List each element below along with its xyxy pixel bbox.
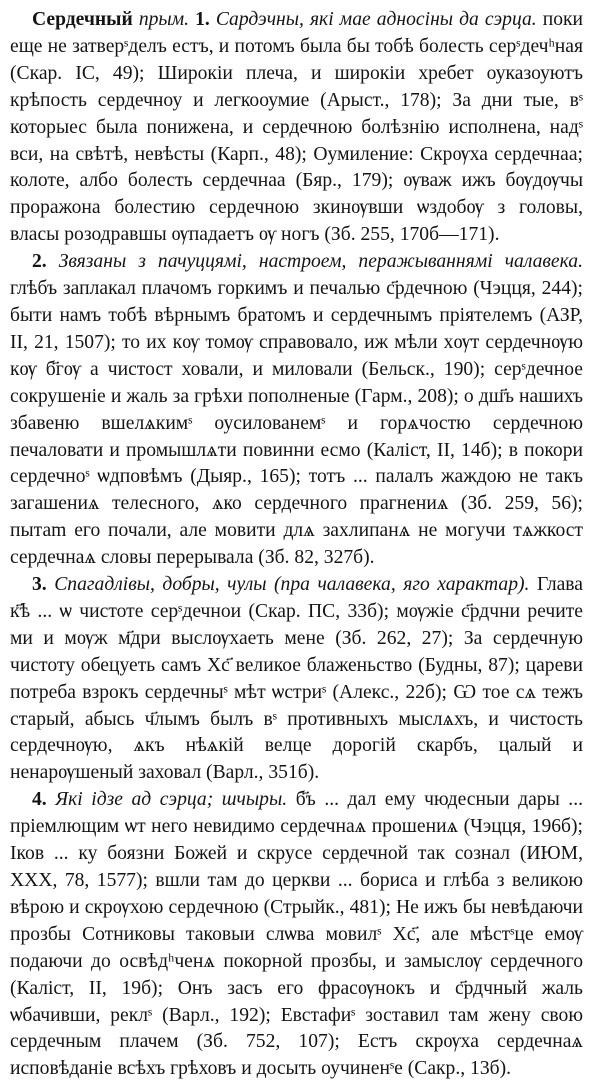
sense-citations: Глава к҃ѣ ... ѡ чистоте серˢдечнои (Скар. ПС, 33б); мѹжіе с҃рдчни речите ми и мѹж м҃дри выслѹхаеть мене (Зб. 262, 27); За сердечную чистоту обецуеть самъ Хс҃ великое блаженьство (Будны, 87); цареви потреба взрокъ сердечныˢ мѣт ѡстриˢ (Алекс., 22б); Ѡ тое сѧ тежъ старый, абысь ч҃лымъ былъ вˢ противныхъ мыслѧхъ, и чистость сердечнѹю, ѧкъ нѣѧкій велце дорогій скарбъ, цалый и ненарѹшеный заховал (Варл., 351б). [10, 574, 583, 784]
sense-definition: Спагадлівы, добры, чулы (пра чалавека, яго характар). [54, 574, 530, 596]
part-of-speech-label: прым. [138, 9, 190, 30]
sense-citations: глѣбъ заплакал плачомъ горкимъ и печалью с҃рдечною (Чэцця, 244); быти намъ тобѣ вѣрнымъ братомъ и сердечнымъ пріятелемъ (АЗР, II, 21, 1507); то их кѹ томѹ справовало, иж мѣли хѹт сердечнѹю кѹ б҃гѹ а чистост ховали, и миловали (Бельск., 190); серˢдечное сокрушеніе и жаль за грѣхи пополненые (Гарм., 208); о дш҃ъ нашихъ збавеню вшелѧкимˢ оусилованемˢ и горѧчостю сердечною печаловати и промышлѧти повинни есмо (Каліст, II, 14б); в покори сердечноˢ ѡдповѣмъ (Дыяр., 165); тотъ ... палалъ жаждою не такъ загашениѧ телесного, ѧко сердечного прагнениѧ (Зб. 259, 56); пытаm его почали, але мовити длѧ захлипанѧ не могучи тѧжкост сердечнаѧ словы перерывала (Зб. 82, 327б). [10, 278, 583, 569]
sense-4-paragraph [10, 787, 583, 1083]
headword: Сердечный [32, 9, 133, 30]
sense-number: 2. [32, 251, 47, 273]
sense-1-paragraph [10, 7, 583, 249]
sense-definition: Звязаны з пачуццямі, настроем, перажываннямі чалавека. [58, 251, 583, 273]
sense-citations: б҃ъ ... дал ему чюдесныи дары ... пріемлющим ѡт него невидимо сердечнаѧ прошениѧ (Чэцця, 196б); Іков ... ку боязни Божей и скрусе сердечной так сознал (ИЮМ, XXX, 78, 1577); вшли там до церкви ... бориса и глѣба з великою вѣрою и скрѹхою сердечною (Стрыйк., 481); Не ижъ бы невѣдаючи прозбы Сотниковы таковыи слѡва мовилˢ Хс҃, але мѣстˢце емѹ подаючи до освѣдʰченѧ покорной прозбы, и замыслѹ сердечного (Каліст, II, 19б); Онъ засъ его фрасѹнокъ и с҃рдчный жаль ѡбачивши, реклˢ (Варл., 192); Евстафиˢ зоставил там жену свою сердечным плачем (Зб. 752, 107); Естъ скрѹха сердечнаѧ исповѣданіе всѣхъ грѣховъ и досыть оучиненˢе (Сакр., 13б). [10, 789, 583, 1080]
sense-number: 1. [195, 9, 210, 30]
sense-definition: Сардэчны, які мае адносіны да сэрца. [215, 9, 537, 30]
sense-definition: Які ідзе ад сэрца; шчыры. [55, 789, 288, 811]
sense-number: 3. [32, 574, 47, 596]
sense-2-paragraph [10, 249, 583, 572]
sense-number: 4. [32, 789, 47, 811]
sense-3-paragraph [10, 572, 583, 787]
sense-citations: поки еще не затверˢделъ естъ, и потомъ была бы тобѣ болесть серˢдечʰная (Скар. IC, 49); Широкіи плеча, и широкіи хребет оуказоуютъ крѣпость сердечноу и легкооумие (Арыст., 178); За дни тые, вˢ которыес была понижена, и сердечною болѣзнію исполнена, надˢ вси, на свѣтѣ, невѣсты (Карп., 48); Оумиление: Скрѹха сердечнаа; колоте, албо болесть сердечнаа (Бяр., 179); ѹваж ижъ бѹдѹчы проражона болестию сердечною зкинѹвши ѡздобѹ з головы, власы розодравшы ѹпадаетъ ѹ ногъ (Зб. 255, 170б—171). [10, 9, 584, 246]
